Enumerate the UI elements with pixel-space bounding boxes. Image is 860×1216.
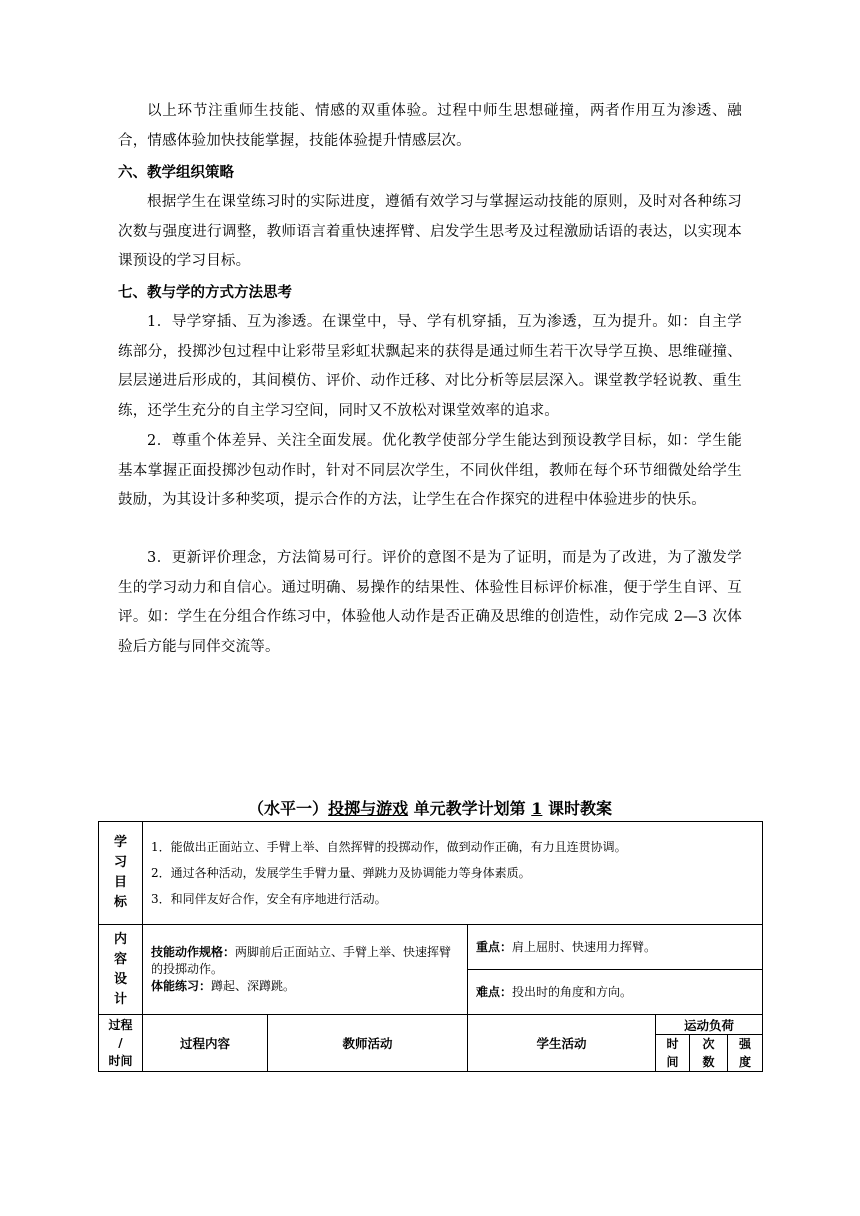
paragraph-point-2: 2．尊重个体差异、关注全面发展。优化教学使部分学生能达到预设教学目标，如：学生能基本掌握正面投掷沙包动作时，针对不同层次学生，不同伙伴组，教师在每个环节细微处给学生鼓励，为其设计多种奖项，提示合作的方法，让学生在合作探究的进程中体验进步的快乐。 [118,433,742,508]
paragraph-point-3: 3．更新评价理念，方法简易可行。评价的意图不是为了证明，而是为了改进，为了激发学生的学习动力和自信心。通过明确、易操作的结果性、体验性目标评价标准，便于学生自评、互评。如：学生在分组合作练习中，体验他人动作是否正确及思维的创造性，动作完成 2—3 次体验后方能与同伴交流等。 [118,550,742,655]
goals-list [143,822,763,925]
content-label: 内 容 设 计 [99,925,143,1015]
header-row-1 [99,1015,763,1035]
goals-label: 学 习 目 标 [99,822,143,925]
title-prefix: （水平一） [248,799,329,818]
paragraph-summary: 以上环节注重师生技能、情感的双重体验。过程中师生思想碰撞，两者作用互为渗透、融合，情感体验加快技能掌握，技能体验提升情感层次。 [118,103,742,149]
goal-item: 2．通过各种活动，发展学生手臂力量、弹跳力及协调能力等身体素质。 [151,866,531,880]
header-load-time: 时 间 [656,1035,690,1072]
content-row-1 [99,925,763,970]
paragraph-strategy: 根据学生在课堂练习时的实际进度，遵循有效学习与掌握运动技能的原则，及时对各种练习次数与强度进行调整，教师语言着重快速挥臂、启发学生思考及过程激励话语的表达，以实现本课预设的学习目标。 [118,194,742,269]
header-student-activity: 学生活动 [468,1015,656,1072]
lesson-plan-table [98,821,763,1072]
paragraph-point-1: 1．导学穿插、互为渗透。在课堂中，导、学有机穿插，互为渗透，互为提升。如：自主学练部分，投掷沙包过程中让彩带呈彩虹状飘起来的获得是通过师生若干次导学互换、思维碰撞、层层递进后形成的，其间模仿、评价、动作迁移、对比分析等层层深入。课堂教学轻说教、重生练，还学生充分的自主学习空间，同时又不放松对课堂效率的追求。 [118,314,742,419]
header-process-time: 过程 / 时间 [99,1015,143,1072]
difficulty-cell: 难点：投出时的角度和方向。 [468,970,763,1015]
header-teacher-activity: 教师活动 [268,1015,468,1072]
title-lesson-number: 1 [531,799,543,818]
header-load-count: 次 数 [690,1035,728,1072]
key-point-cell: 重点：肩上屈肘、快速用力挥臂。 [468,925,763,970]
goal-item: 3．和同伴友好合作，安全有序地进行活动。 [151,892,387,906]
content-skills [143,925,468,1015]
goals-row [99,822,763,925]
lesson-plan-title [0,796,860,819]
header-exercise-load: 运动负荷 [656,1015,763,1035]
section-heading-7: 七、教与学的方式方法思考 [118,284,292,301]
title-suffix: 课时教案 [542,799,612,818]
title-unit: 投掷与游戏 [328,799,409,818]
header-process-content: 过程内容 [143,1015,268,1072]
fitness-practice: 体能练习：蹲起、深蹲跳。 [151,979,296,993]
title-middle: 单元教学计划第 [408,799,532,818]
section-heading-6: 六、教学组织策略 [118,164,234,181]
skill-spec: 技能动作规格：两脚前后正面站立、手臂上举、快速挥臂的投掷动作。 [151,945,452,976]
header-load-intensity: 强 度 [728,1035,763,1072]
goal-item: 1．能做出正面站立、手臂上举、自然挥臂的投掷动作，做到动作正确，有力且连贯协调。 [151,840,627,854]
